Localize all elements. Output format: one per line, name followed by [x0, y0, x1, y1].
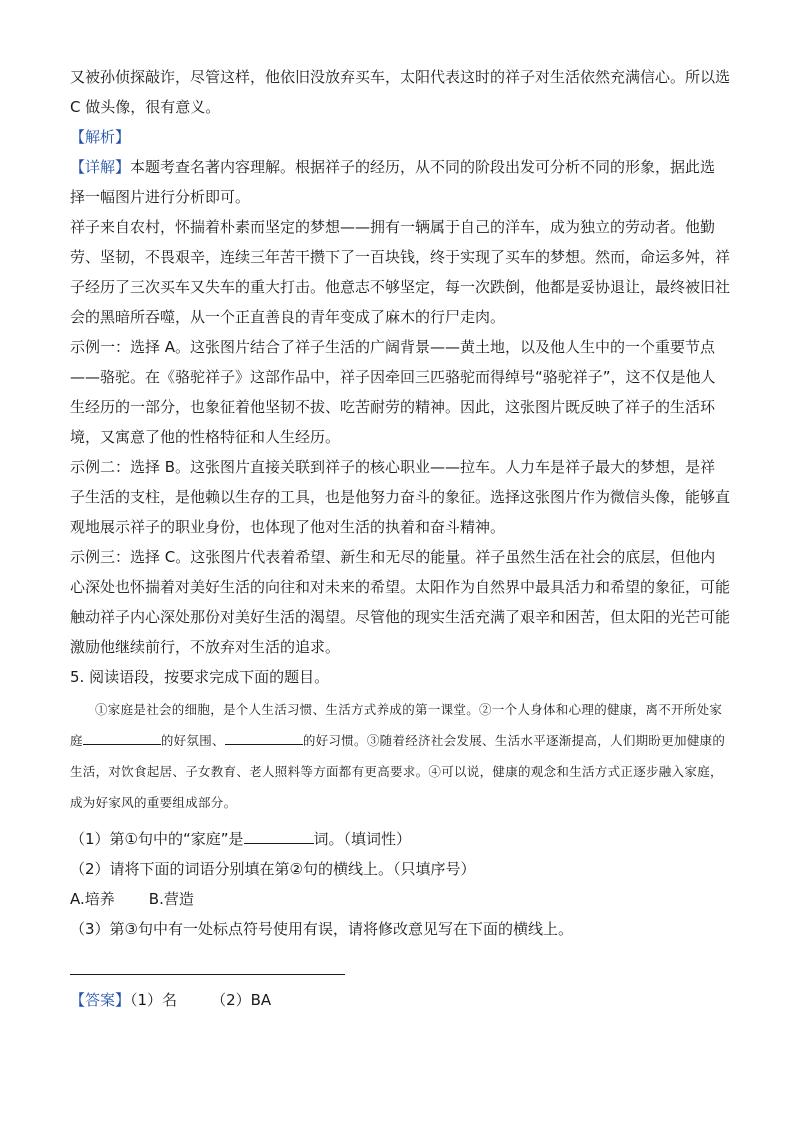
document-page [70, 62, 730, 1015]
passage-blank-2[interactable] [225, 729, 303, 745]
sub-question-2: （2）请将下面的词语分别填在第②句的横线上。（只填序号） [70, 860, 476, 878]
answer-1: （1）名 [130, 991, 178, 1009]
sub-question-1-prefix: （1）第①句中的“家庭”是 [70, 830, 244, 848]
example-one-paragraph: 示例一：选择 A。这张图片结合了祥子生活的广阔背景——黄土地，以及他人生中的一个重要节点——骆驼。在《骆驼祥子》这部作品中，祥子因牵回三匹骆驼而得绰号“骆驼祥子”，这不仅是他人生经历的一部分，也象征着他坚韧不拔、吃苦耐劳的精神。因此，这张图片既反映了祥子的生活环境，又寓意了他的性格特征和人生经历。 [70, 338, 716, 446]
analysis-heading: 【解析】 [70, 128, 131, 146]
sub-question-1 [70, 824, 730, 854]
detail-tag: 【详解】 [70, 158, 131, 176]
option-b: B.营造 [148, 890, 194, 908]
reading-passage [70, 694, 730, 818]
example-three-paragraph: 示例三：选择 C。这张图片代表着希望、新生和无尽的能量。祥子虽然生活在社会的底层，但他内心深处也怀揣着对美好生活的向往和对未来的希望。太阳作为自然界中最具活力和希望的象征，可能触动祥子内心深处那份对美好生活的渴望。尽管他的现实生活充满了艰辛和困苦，但太阳的光芒可能激励他继续前行，不放弃对生活的追求。 [70, 548, 731, 656]
xiangzi-summary-paragraph: 祥子来自农村，怀揣着朴素而坚定的梦想——拥有一辆属于自己的洋车，成为独立的劳动者。他勤劳、坚韧，不畏艰辛，连续三年苦干攒下了一百块钱，终于实现了买车的梦想。然而，命运多舛，祥子经历了三次买车又失车的重大打击。他意志不够坚定，每一次跌倒，他都是妥协退让，最终被旧社会的黑暗所吞噬，从一个正直善良的青年变成了麻木的行尸走肉。 [70, 218, 731, 326]
word-options [70, 884, 730, 914]
example-two-paragraph: 示例二：选择 B。这张图片直接关联到祥子的核心职业——拉车。人力车是祥子最大的梦想，是祥子生活的支柱，是他赖以生存的工具，也是他努力奋斗的象征。选择这张图片作为微信头像，能够直观地展示祥子的职业身份，也体现了他对生活的执着和奋斗精神。 [70, 458, 731, 536]
answer-write-line[interactable] [70, 958, 345, 975]
passage-part-2: 的好氛围、 [160, 733, 225, 748]
previous-answer-text: 又被孙侦探敲诈，尽管这样，他依旧没放弃买车，太阳代表这时的祥子对生活依然充满信心。所以选 C 做头像，很有意义。 [70, 68, 731, 116]
answer-paragraph [70, 985, 730, 1015]
sub-question-3: （3）第③句中有一处标点符号使用有误，请将修改意见写在下面的横线上。 [70, 920, 573, 938]
answer-tag: 【答案】 [70, 991, 131, 1009]
detail-text: 本题考查名著内容理解。根据祥子的经历，从不同的阶段出发可分析不同的形象，据此选择一幅图片进行分析即可。 [70, 158, 716, 206]
answer-2: （2）BA [211, 991, 272, 1009]
sub-question-1-blank[interactable] [244, 828, 314, 844]
passage-blank-1[interactable] [83, 729, 161, 745]
passage-part-1: ①家庭是社会的细胞，是个人生活习惯、生活方式养成的第一课堂。②一个人身体和心理的健康，离不开所处家庭 [70, 702, 723, 748]
option-a: A.培养 [70, 890, 115, 908]
detail-paragraph [70, 152, 730, 212]
question-5-title: 5. 阅读语段，按要求完成下面的题目。 [70, 668, 330, 686]
sub-question-1-suffix: 词。（填词性） [313, 830, 412, 848]
passage-part-3: 的好习惯。③随着经济社会发展、生活水平逐渐提高，人们期盼更加健康的生活，对饮食起居、子女教育、老人照料等方面都有更高要求。④可以说，健康的观念和生活方式正逐步融入家庭，成为好家风的重要组成部分。 [70, 733, 726, 810]
